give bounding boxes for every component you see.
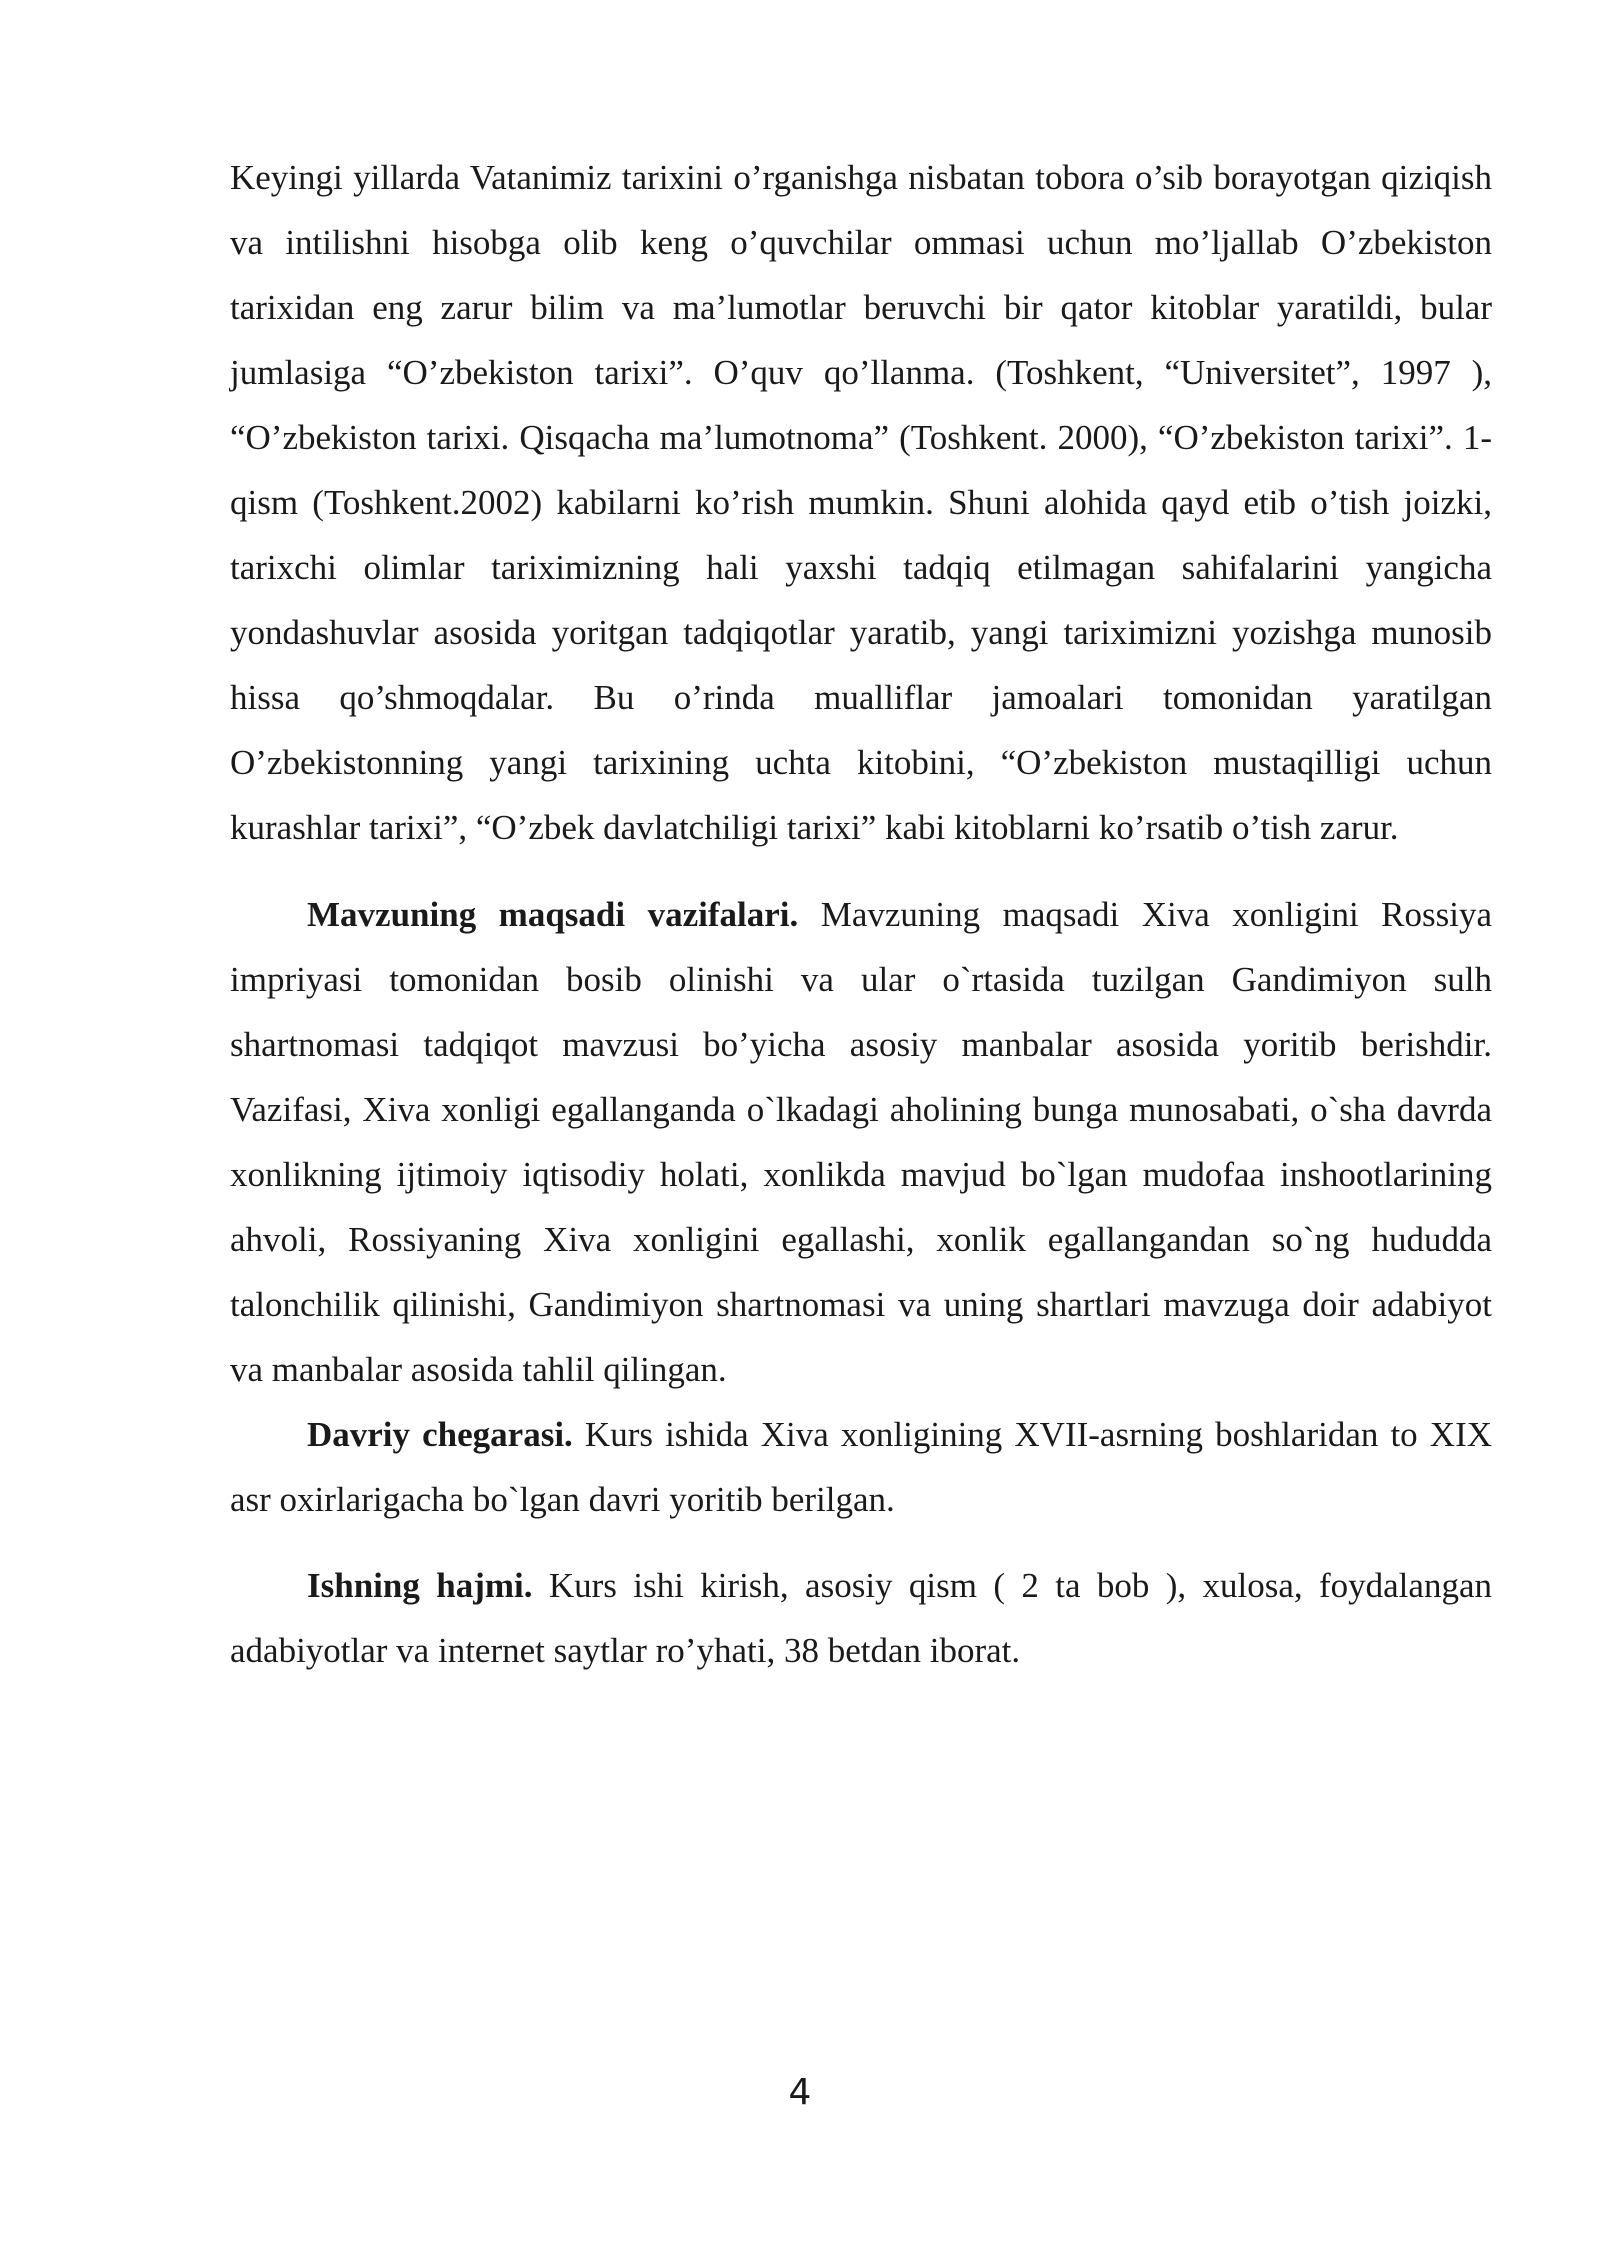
volume-heading: Ishning hajmi. [307,1566,533,1605]
volume-paragraph [230,1553,1492,1683]
period-text: Kurs ishida Xiva xonligining XVII-asrning boshlaridan to XIX asr oxirlarigacha bo`lgan davri yoritib berilgan. [230,1415,1492,1519]
goals-heading: Mavzuning maqsadi vazifalari. [307,895,799,934]
period-heading: Davriy chegarasi. [307,1415,573,1454]
page-number: 4 [788,2072,812,2113]
period-paragraph [230,1402,1492,1532]
goals-paragraph [230,882,1492,1402]
volume-text: Kurs ishi kirish, asosiy qism ( 2 ta bob ), xulosa, foydalangan adabiyotlar va internet saytlar ro’yhati, 38 betdan iborat. [230,1566,1492,1670]
document-body [230,145,1492,1683]
goals-text: Mavzuning maqsadi Xiva xonligini Rossiya impriyasi tomonidan bosib olinishi va ular o`rtasida tuzilgan Gandimiyon sulh shartnomasi tadqiqot mavzusi bo’yicha asosiy manbalar asosida yoritib berishdir. Vazifasi, Xiva xonligi egallanganda o`lkadagi aholining bunga munosabati, o`sha davrda xonlikning ijtimoiy iqtisodiy holati, xonlikda mavjud bo`lgan mudofaa inshootlarining ahvoli, Rossiyaning Xiva xonligini egallashi, xonlik egallangandan so`ng hududda talonchilik qilinishi, Gandimiyon shartnomasi va uning shartlari mavzuga doir adabiyot va manbalar asosida tahlil qilingan. [230,895,1492,1389]
intro-paragraph: Keyingi yillarda Vatanimiz tarixini o’rganishga nisbatan tobora o’sib borayotgan qiziqish va intilishni hisobga olib keng o’quvchilar ommasi uchun mo’ljallab O’zbekiston tarixidan eng zarur bilim va ma’lumotlar beruvchi bir qator kitoblar yaratildi, bular jumlasiga “O’zbekiston tarixi”. O’quv qo’llanma. (Toshkent, “Universitet”, 1997 ), “O’zbekiston tarixi. Qisqacha ma’lumotnoma” (Toshkent. 2000), “O’zbekiston tarixi”. 1-qism (Toshkent.2002) kabilarni ko’rish mumkin. Shuni alohida qayd etib o’tish joizki, tarixchi olimlar tariximizning hali yaxshi tadqiq etilmagan sahifalarini yangicha yondashuvlar asosida yoritgan tadqiqotlar yaratib, yangi tariximizni yozishga munosib hissa qo’shmoqdalar. Bu o’rinda mualliflar jamoalari tomonidan yaratilgan O’zbekistonning yangi tarixining uchta kitobini, “O’zbekiston mustaqilligi uchun kurashlar tarixi”, “O’zbek davlatchiligi tarixi” kabi kitoblarni ko’rsatib o’tish zarur. [230,158,1492,847]
